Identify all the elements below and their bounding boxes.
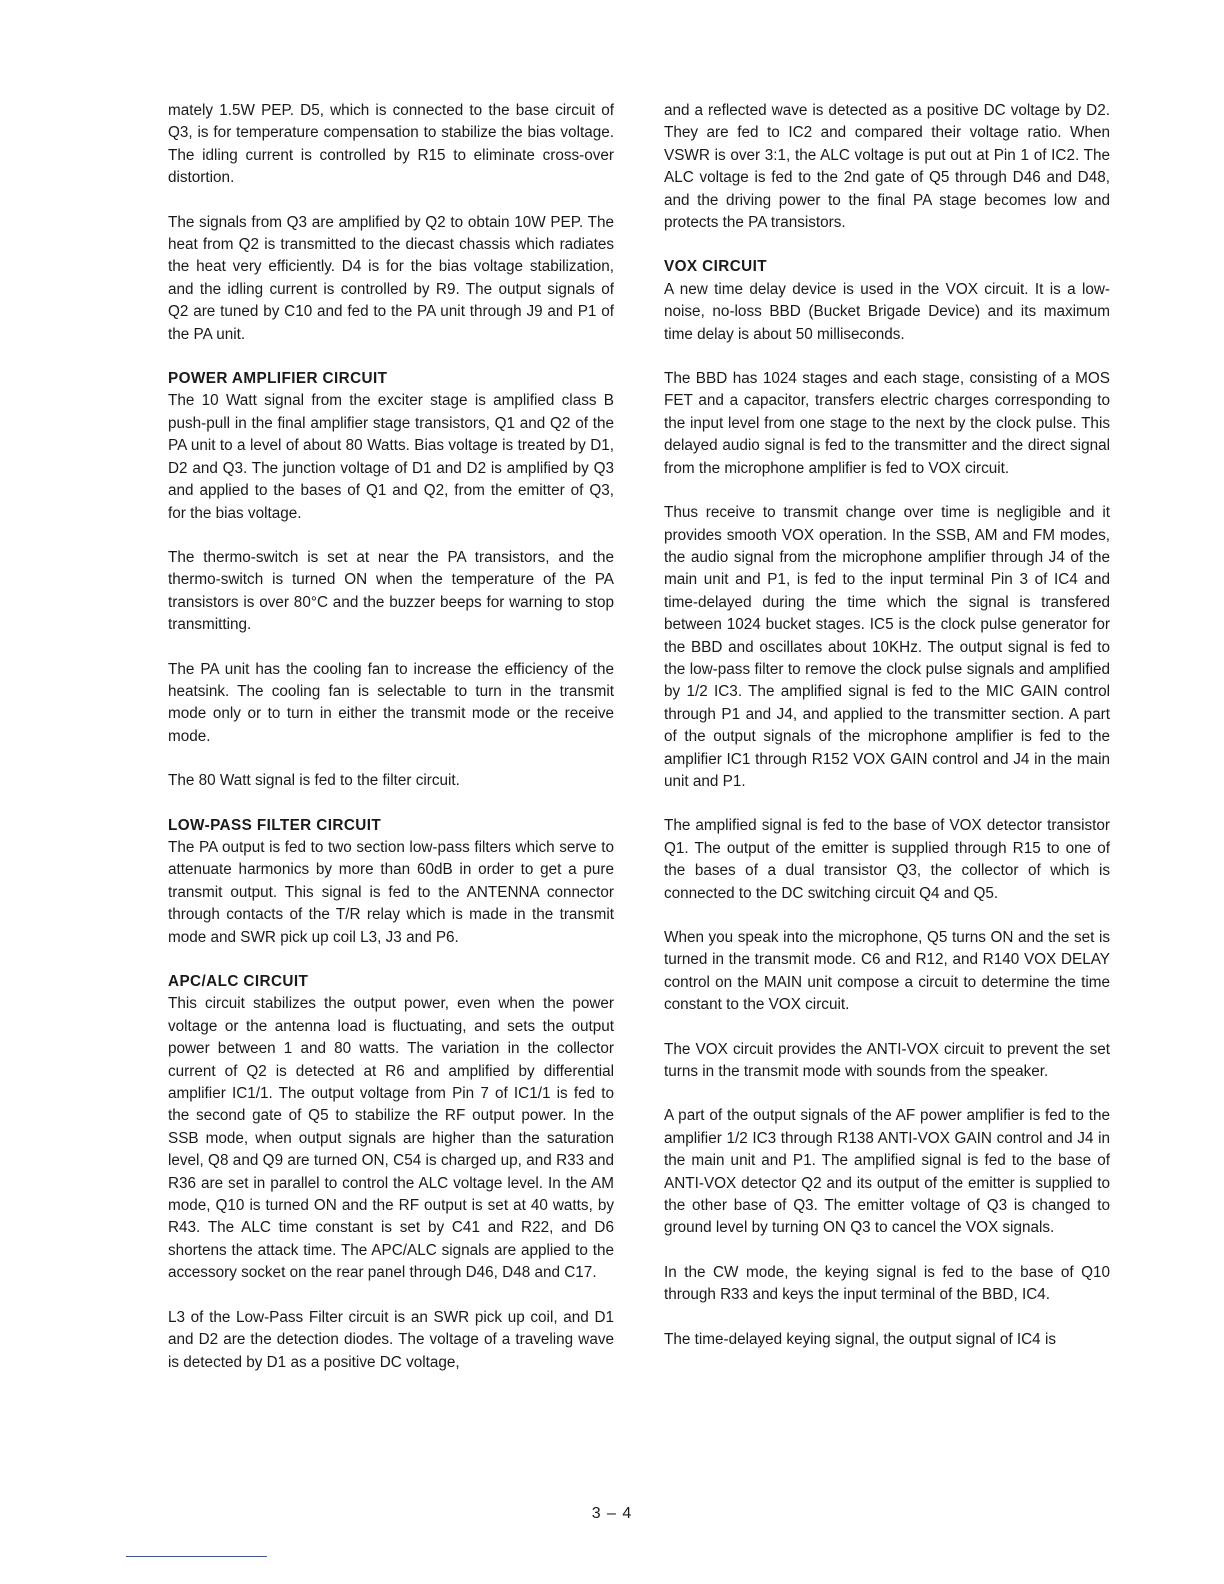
paragraph-vox-detector: The amplified signal is fed to the base of VOX detector transistor Q1. The output of the emitter is supplied through R15 to one of the bases of a dual transistor Q3, the collector of which is connected to the DC switching circuit Q4 and Q5. [664,817,1110,902]
paragraph-anti-vox: A part of the output signals of the AF power amplifier is fed to the amplifier 1/2 IC3 through R138 ANTI-VOX GAIN control and J4 in the main unit and P1. The amplified signal is fed to the base of ANTI-VOX detector Q2 and its output of the emitter is supplied to the other base of Q3. The emitter voltage of Q3 is changed to ground level by turning ON Q3 to cancel the VOX signals. [664,1107,1110,1237]
heading-apc-alc: APC/ALC CIRCUIT [168,973,309,990]
paragraph-reflected-wave: and a reflected wave is detected as a positive DC voltage by D2. They are fed to IC2 and compared their voltage ratio. When VSWR is over 3:1, the ALC voltage is put out at Pin 1 of IC2. The ALC voltage is fed to the 2nd gate of Q5 through D46 and D48, and the driving power to the final PA stage becomes low and protects the PA transistors. [664,102,1110,232]
left-column [168,100,614,1374]
paragraph-apc-alc: This circuit stabilizes the output power, even when the power voltage or the antenna load is fluctuating, and sets the output power between 1 and 80 watts. The variation in the collector current of Q2 is detected at R6 and amplified by differential amplifier IC1/1. The output voltage from Pin 7 of IC1/1 is fed to the second gate of Q5 to stabilize the RF output power. In the SSB mode, when output signals are higher than the saturation level, Q8 and Q9 are turned ON, C54 is charged up, and R33 and R36 are set in parallel to control the ALC voltage level. In the AM mode, Q10 is turned ON and the RF output is set at 40 watts, by R43. The ALC time constant is set by C41 and R22, and D6 shortens the attack time. The APC/ALC signals are applied to the accessory socket on the rear panel through D46, D48 and C17. [168,995,614,1282]
paragraph-bias-compensation: mately 1.5W PEP. D5, which is connected to the base circuit of Q3, is for temperature compensation to stabilize the bias voltage. The idling current is controlled by R15 to eliminate cross-over distortion. [168,102,614,187]
paragraph-swr-pickup: L3 of the Low-Pass Filter circuit is an SWR pick up coil, and D1 and D2 are the detection diodes. The voltage of a traveling wave is detected by D1 as a positive DC voltage, [168,1308,614,1371]
paragraph-bbd-intro: A new time delay device is used in the VOX circuit. It is a low-noise, no-loss BBD (Bucket Brigade Device) and its maximum time delay is about 50 milliseconds. [664,280,1110,343]
paragraph-delayed-keying: The time-delayed keying signal, the output signal of IC4 is [664,1330,1056,1348]
paragraph-vox-operation: Thus receive to transmit change over time is negligible and it provides smooth VOX operation. In the SSB, AM and FM modes, the audio signal from the microphone amplifier through J4 of the main unit and P1, is fed to the input terminal Pin 3 of IC4 and time-delayed during the time which the signal is transfered between 1024 bucket stages. IC5 is the clock pulse generator for the BBD and oscillates about 10KHz. The output signal is fed to the low-pass filter to remove the clock pulse signals and amplified by 1/2 IC3. The amplified signal is fed to the MIC GAIN control through P1 and J4, and applied to the transmitter section. A part of the output signals of the microphone amplifier is fed to the amplifier IC1 through R152 VOX GAIN control and J4 in the main unit and P1. [664,504,1110,790]
paragraph-filter-feed: The 80 Watt signal is fed to the filter circuit. [168,772,460,790]
footer-rule [126,1556,267,1557]
paragraph-q2-amplification: The signals from Q3 are amplified by Q2 to obtain 10W PEP. The heat from Q2 is transmitted to the diecast chassis which radiates the heat very efficiently. D4 is for the bias voltage stabilization, and the idling current is controlled by R9. The output signals of Q2 are tuned by C10 and fed to the PA unit through J9 and P1 of the PA unit. [168,213,614,343]
paragraph-power-amplifier: The 10 Watt signal from the exciter stage is amplified class B push-pull in the final amplifier stage transistors, Q1 and Q2 of the PA unit to a level of about 80 Watts. Bias voltage is treated by D1, D2 and Q3. The junction voltage of D1 and D2 is amplified by Q3 and applied to the bases of Q1 and Q2, from the emitter of Q3, for the bias voltage. [168,392,614,522]
paragraph-cooling-fan: The PA unit has the cooling fan to increase the efficiency of the heatsink. The cooling fan is selectable to turn in the transmit mode only or to turn in either the transmit mode or the receive mode. [168,660,614,745]
paragraph-low-pass-filter: The PA output is fed to two section low-pass filters which serve to attenuate harmonics by more than 60dB in order to get a pure transmit output. This signal is fed to the ANTENNA connector through contacts of the T/R relay which is made in the transmit mode and SWR pick up coil L3, J3 and P6. [168,838,614,946]
paragraph-bbd-stages: The BBD has 1024 stages and each stage, consisting of a MOS FET and a capacitor, transfers electric charges corresponding to the input level from one stage to the next by the clock pulse. This delayed audio signal is fed to the transmitter and the direct signal from the microphone amplifier is fed to VOX circuit. [664,370,1110,477]
right-column [664,100,1110,1351]
heading-vox-circuit: VOX CIRCUIT [664,258,767,276]
paragraph-thermo-switch: The thermo-switch is set at near the PA transistors, and the thermo-switch is turned ON when the temperature of the PA transistors is over 80°C and the buzzer beeps for warning to stop transmitting. [168,548,614,634]
paragraph-anti-vox-intro: The VOX circuit provides the ANTI-VOX circuit to prevent the set turns in the transmit mode with sounds from the speaker. [664,1040,1110,1081]
page-number: 3 – 4 [591,1505,633,1522]
heading-power-amplifier: POWER AMPLIFIER CIRCUIT [168,370,388,388]
paragraph-cw-keying: In the CW mode, the keying signal is fed to the base of Q10 through R33 and keys the input terminal of the BBD, IC4. [664,1263,1110,1304]
heading-low-pass-filter: LOW-PASS FILTER CIRCUIT [168,816,382,834]
paragraph-vox-delay: When you speak into the microphone, Q5 turns ON and the set is turned in the transmit mode. C6 and R12, and R140 VOX DELAY control on the MAIN unit compose a circuit to determine the time constant to the VOX circuit. [664,929,1110,1014]
